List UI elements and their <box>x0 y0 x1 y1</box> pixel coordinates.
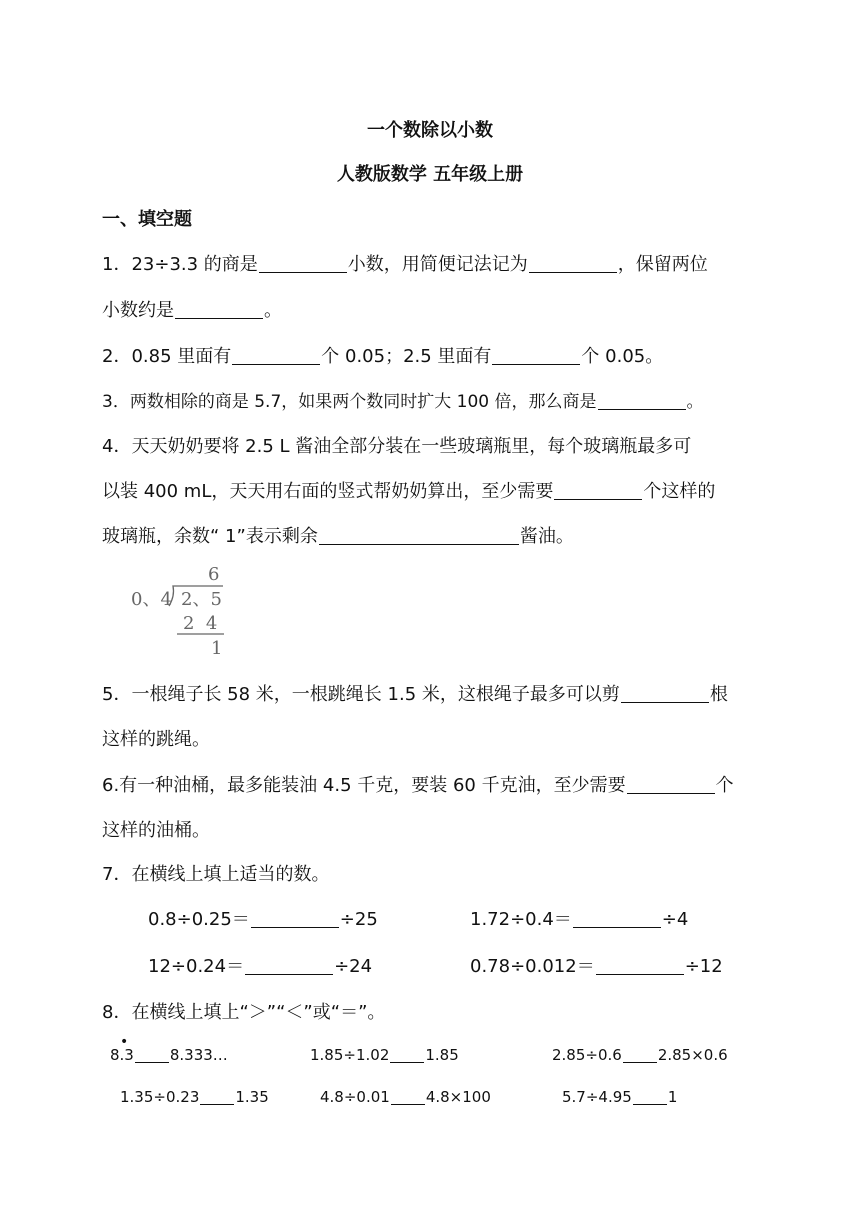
question-7-item-4: 0.78÷0.012＝ ÷12 <box>470 956 723 977</box>
answer-blank[interactable] <box>391 1090 425 1105</box>
question-6-line-2: 这样的油桶。 <box>102 820 210 841</box>
question-3: 3．两数相除的商是 5.7，如果两个数同时扩大 100 倍，那么商是 。 <box>102 392 704 412</box>
question-7-item-1: 0.8÷0.25＝ ÷25 <box>148 909 378 930</box>
answer-blank[interactable] <box>596 956 684 975</box>
answer-blank[interactable] <box>135 1048 169 1063</box>
answer-blank[interactable] <box>319 526 519 545</box>
question-1-line-2: 小数约是 。 <box>102 300 282 321</box>
question-8-item-6: 5.7÷4.95 1 <box>562 1088 678 1106</box>
repeating-decimal: • 8.3 <box>110 1034 134 1064</box>
long-division-product: 2 4 <box>183 613 218 634</box>
answer-blank[interactable] <box>200 1090 234 1105</box>
answer-blank[interactable] <box>259 254 347 273</box>
answer-blank[interactable] <box>633 1090 667 1105</box>
answer-blank[interactable] <box>573 909 661 928</box>
question-7-title: 7．在横线上填上适当的数。 <box>102 864 330 885</box>
answer-blank[interactable] <box>621 684 709 703</box>
question-4-line-3: 玻璃瓶，余数“ 1”表示剩余 酱油。 <box>102 526 574 547</box>
answer-blank[interactable] <box>627 775 715 794</box>
answer-blank[interactable] <box>529 254 617 273</box>
answer-blank[interactable] <box>390 1048 424 1063</box>
long-division-quotient: 6 <box>208 564 220 585</box>
section-heading-fill-in: 一、填空题 <box>102 209 192 230</box>
question-7-item-3: 12÷0.24＝ ÷24 <box>148 956 373 977</box>
long-division-figure <box>125 560 235 665</box>
question-8-item-2: 1.85÷1.02 1.85 <box>310 1046 459 1064</box>
page-subtitle: 人教版数学 五年级上册 <box>336 164 524 185</box>
answer-blank[interactable] <box>623 1048 657 1063</box>
question-1-line-1: 1．23÷3.3 的商是 小数，用简便记法记为 ，保留两位 <box>102 254 708 275</box>
question-5-line-1: 5．一根绳子长 58 米，一根跳绳长 1.5 米，这根绳子最多可以剪 根 <box>102 684 728 705</box>
page-title: 一个数除以小数 <box>367 120 493 141</box>
question-8-item-3: 2.85÷0.6 2.85×0.6 <box>552 1046 728 1064</box>
question-6-line-1: 6.有一种油桶，最多能装油 4.5 千克，要装 60 千克油，至少需要 个 <box>102 775 734 796</box>
question-4-line-2: 以装 400 mL，天天用右面的竖式帮奶奶算出，至少需要 个这样的 <box>102 481 716 502</box>
long-division-remainder: 1 <box>211 638 223 659</box>
answer-blank[interactable] <box>245 956 333 975</box>
question-4-line-1: 4．天天奶奶要将 2.5 L 酱油全部分装在一些玻璃瓶里，每个玻璃瓶最多可 <box>102 436 692 457</box>
question-2: 2．0.85 里面有 个 0.05；2.5 里面有 个 0.05。 <box>102 346 664 367</box>
answer-blank[interactable] <box>492 346 580 365</box>
long-division-divisor: 0、4 <box>131 589 172 610</box>
question-8-item-4: 1.35÷0.23 1.35 <box>120 1088 269 1106</box>
answer-blank[interactable] <box>554 481 642 500</box>
question-7-item-2: 1.72÷0.4＝ ÷4 <box>470 909 689 930</box>
question-8-item-1: • 8.3 8.333… <box>110 1034 228 1064</box>
answer-blank[interactable] <box>598 391 686 410</box>
question-8-title: 8．在横线上填上“＞”“＜”或“＝”。 <box>102 1002 386 1023</box>
answer-blank[interactable] <box>251 909 339 928</box>
answer-blank[interactable] <box>232 346 320 365</box>
question-5-line-2: 这样的跳绳。 <box>102 729 210 750</box>
repeating-dot: • <box>120 1034 129 1050</box>
question-8-item-5: 4.8÷0.01 4.8×100 <box>320 1088 491 1106</box>
long-division-dividend: 2、5 <box>181 589 222 610</box>
answer-blank[interactable] <box>175 300 263 319</box>
